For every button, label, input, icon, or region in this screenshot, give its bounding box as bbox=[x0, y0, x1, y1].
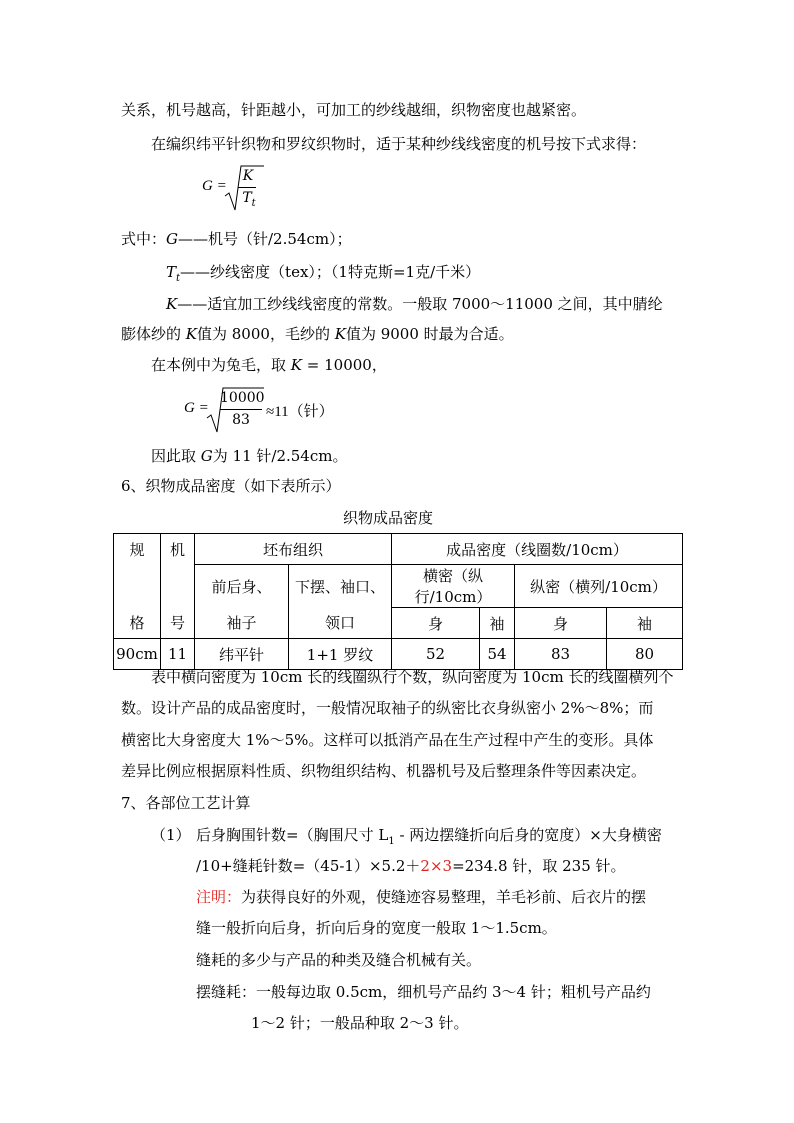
formula-numerator: 10000 bbox=[220, 390, 265, 406]
header-fabric-b-bottom: 领口 bbox=[289, 608, 392, 639]
paragraph-line: 横密比大身密度大 1%～5%。这样可以抵消产品在生产过程中产生的变形。具体 bbox=[121, 731, 654, 749]
fraction-bar bbox=[238, 187, 256, 188]
header-sleeve-horizontal: 袖 bbox=[480, 608, 515, 639]
header-fabric-a-bottom: 袖子 bbox=[195, 608, 289, 639]
header-horizontal: 横密（纵行/10cm） bbox=[392, 565, 515, 608]
header-machine-gap bbox=[161, 565, 195, 608]
header-spec-top: 规 bbox=[114, 534, 161, 565]
paragraph-line: 缝耗的多少与产品的种类及缝合机械有关。 bbox=[196, 951, 482, 969]
paragraph-line: 在编织纬平针织物和罗纹织物时，适于某种纱线线密度的机号按下式求得： bbox=[151, 135, 647, 153]
formula-denominator: $T_t$ bbox=[242, 190, 256, 209]
cell-vertical-body: 83 bbox=[515, 639, 607, 670]
cell-spec: 90cm bbox=[114, 639, 161, 670]
header-fabric: 坯布组织 bbox=[195, 534, 392, 565]
header-body-horizontal: 身 bbox=[392, 608, 480, 639]
where-line-t: $T_t——$纱线密度（tex）；（1特克斯=1克/千米） bbox=[166, 263, 481, 284]
header-vertical: 纵密（横列/10cm） bbox=[515, 565, 683, 608]
header-body-vertical: 身 bbox=[515, 608, 607, 639]
note-line-2: 缝一般折向后身，折向后身的宽度一般取 1～1.5cm。 bbox=[196, 919, 557, 937]
cell-vertical-sleeve: 80 bbox=[607, 639, 683, 670]
table-caption: 织物成品密度 bbox=[343, 509, 434, 527]
header-sleeve-vertical: 袖 bbox=[607, 608, 683, 639]
cell-fabric-a: 纬平针 bbox=[195, 639, 289, 670]
note-label: 注明： bbox=[196, 888, 242, 906]
header-density: 成品密度（线圈数/10cm） bbox=[392, 534, 683, 565]
density-table bbox=[113, 533, 683, 670]
cell-horizontal-sleeve: 54 bbox=[480, 639, 515, 670]
section-heading-7: 7、各部位工艺计算 bbox=[121, 794, 251, 812]
header-machine-top: 机 bbox=[161, 534, 195, 565]
cell-machine: 11 bbox=[161, 639, 195, 670]
where-line-k-cont: 膨体纱的 K值为 8000，毛纱的 K值为 9000 时最为合适。 bbox=[121, 325, 514, 343]
where-line-k: K——适宜加工纱线线密度的常数。一般取 7000～11000 之间，其中腈纶 bbox=[166, 295, 663, 313]
table-row bbox=[114, 639, 683, 670]
formula-numerator: K bbox=[242, 168, 254, 184]
cell-fabric-b: 1+1 罗纹 bbox=[289, 639, 392, 670]
paragraph-line: 1～2 针；一般品种取 2～3 针。 bbox=[251, 1014, 469, 1032]
fraction-bar bbox=[220, 409, 262, 410]
paragraph-line: 表中横向密度为 10cm 长的线圈纵行个数，纵向密度为 10cm 长的线圈横列个 bbox=[151, 668, 674, 686]
header-fabric-b-top: 下摆、袖口、 bbox=[289, 565, 392, 608]
formula-lhs: G = bbox=[184, 400, 209, 416]
paragraph-line: 关系，机号越高，针距越小，可加工的纱线越细，织物密度也越紧密。 bbox=[121, 101, 587, 119]
header-spec-gap bbox=[114, 565, 161, 608]
example-line: 在本例中为兔毛，取 K = 10000， bbox=[151, 356, 387, 374]
note-line-1: 注明：为获得良好的外观，使缝迹容易整理，羊毛衫前、后衣片的摆 bbox=[196, 888, 647, 906]
header-machine-bottom: 号 bbox=[161, 608, 195, 639]
paragraph-line: 数。设计产品的成品密度时，一般情况取袖子的纵密比衣身纵密小 2%～8%；而 bbox=[121, 699, 654, 717]
cell-horizontal-body: 52 bbox=[392, 639, 480, 670]
formula-rhs: ≈11（针） bbox=[266, 404, 334, 420]
item-line-2: /10+缝耗针数=（45-1）×5.2＋2×3=234.8 针，取 235 针。 bbox=[196, 857, 626, 875]
section-heading-6: 6、织物成品密度（如下表所示） bbox=[121, 477, 341, 495]
item-line-1: 后身胸围针数=（胸围尺寸 $L_1$ - 两边摆缝折向后身的宽度）×大身横密 bbox=[196, 826, 662, 847]
header-fabric-a-top: 前后身、 bbox=[195, 565, 289, 608]
formula-denominator: 83 bbox=[232, 412, 250, 428]
header-spec-bottom: 格 bbox=[114, 608, 161, 639]
where-line-g: 式中：G——机号（针/2.54cm）； bbox=[121, 230, 352, 248]
formula-lhs: G = bbox=[202, 178, 227, 194]
paragraph-line: 差异比例应根据原料性质、织物组织结构、机器机号及后整理条件等因素决定。 bbox=[121, 762, 647, 780]
item-number: （1） bbox=[151, 826, 191, 844]
conclusion-line: 因此取 G为 11 针/2.54cm。 bbox=[151, 447, 348, 465]
paragraph-line: 摆缝耗：一般每边取 0.5cm，细机号产品约 3～4 针；粗机号产品约 bbox=[196, 983, 651, 1001]
